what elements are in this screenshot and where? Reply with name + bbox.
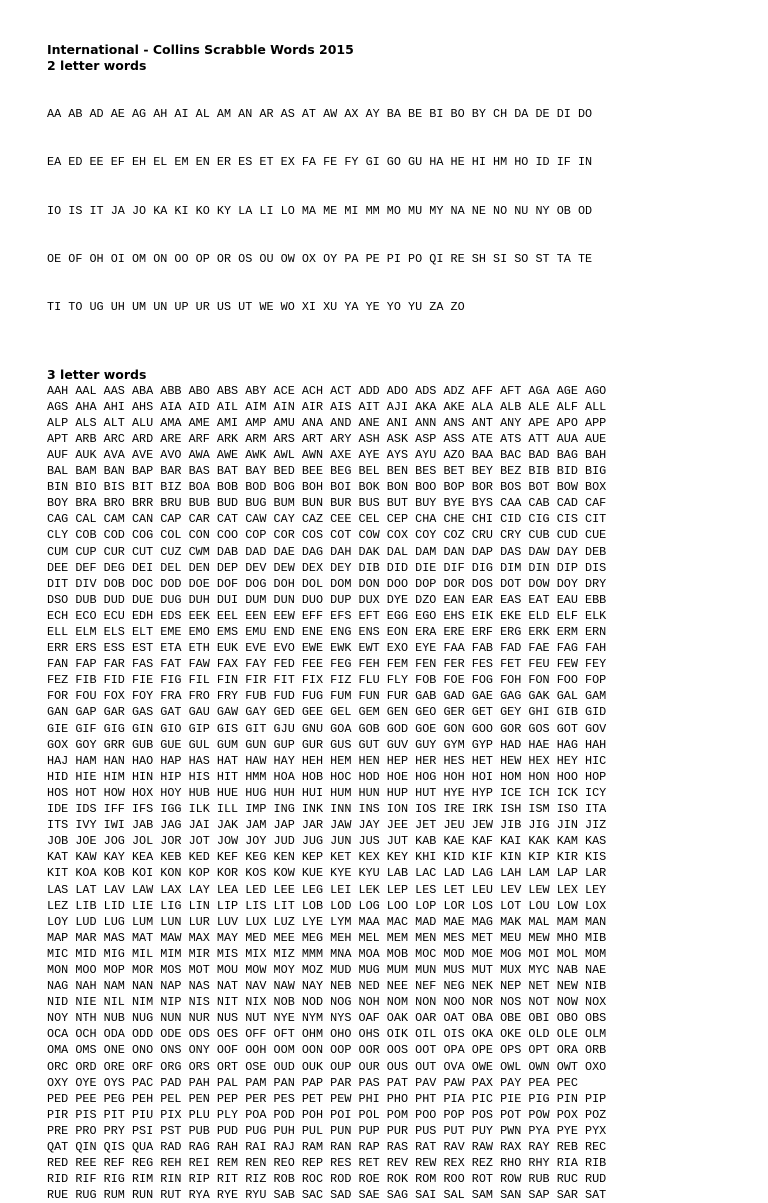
word-line: DSO DUB DUD DUE DUG DUH DUI DUM DUN DUO DUP DUX DYE DZO EAN EAR EAS EAT EAU EBB bbox=[47, 592, 607, 607]
word-line: OE OF OH OI OM ON OO OP OR OS OU OW OX OY PA PE PI PO QI RE SH SI SO ST TA TE bbox=[47, 252, 593, 267]
word-line: TI TO UG UH UM UN UP UR US UT WE WO XI XU YA YE YO YU ZA ZO bbox=[47, 300, 465, 315]
word-line: ELL ELM ELS ELT EME EMO EMS EMU END ENE ENG ENS EON ERA ERE ERF ERG ERK ERM ERN bbox=[47, 625, 607, 639]
word-list-three-letter bbox=[47, 383, 747, 1203]
word-line: LAS LAT LAV LAW LAX LAY LEA LED LEE LEG LEI LEK LEP LES LET LEU LEV LEW LEX LEY bbox=[47, 882, 607, 897]
word-line: HAJ HAM HAN HAO HAP HAS HAT HAW HAY HEH HEM HEN HEP HER HES HET HEW HEX HEY HIC bbox=[47, 753, 607, 768]
word-line: JOB JOE JOG JOL JOR JOT JOW JOY JUD JUG JUN JUS JUT KAB KAE KAF KAI KAK KAM KAS bbox=[47, 834, 607, 849]
word-line: FEZ FIB FID FIE FIG FIL FIN FIR FIT FIX FIZ FLU FLY FOB FOE FOG FOH FON FOO FOP bbox=[47, 673, 607, 688]
section-heading: 3 letter words bbox=[47, 366, 147, 382]
word-line: RED REE REF REG REH REI REM REN REO REP RES RET REV REW REX REZ RHO RHY RIA RIB bbox=[47, 1156, 607, 1171]
word-line: LEZ LIB LID LIE LIG LIN LIP LIS LIT LOB LOD LOG LOO LOP LOR LOS LOT LOU LOW LOX bbox=[47, 898, 607, 913]
word-line: OCA OCH ODA ODD ODE ODS OES OFF OFT OHM OHO OHS OIK OIL OIS OKA OKE OLD OLE OLM bbox=[47, 1027, 607, 1042]
word-line: LOY LUD LUG LUM LUN LUR LUV LUX LUZ LYE LYM MAA MAC MAD MAE MAG MAK MAL MAM MAN bbox=[47, 914, 607, 929]
word-line: DIT DIV DOB DOC DOD DOE DOF DOG DOH DOL DOM DON DOO DOP DOR DOS DOT DOW DOY DRY bbox=[47, 576, 607, 591]
word-line: HID HIE HIM HIN HIP HIS HIT HMM HOA HOB HOC HOD HOE HOG HOH HOI HOM HON HOO HOP bbox=[47, 769, 607, 784]
word-line: OMA OMS ONE ONO ONS ONY OOF OOH OOM OON OOP OOR OOS OOT OPA OPE OPS OPT ORA ORB bbox=[47, 1043, 607, 1058]
word-line: IO IS IT JA JO KA KI KO KY LA LI LO MA ME MI MM MO MU MY NA NE NO NU NY OB OD bbox=[47, 203, 593, 218]
word-line: RID RIF RIG RIM RIN RIP RIT RIZ ROB ROC ROD ROE ROK ROM ROO ROT ROW RUB RUC RUD bbox=[47, 1172, 607, 1187]
word-line: NOY NTH NUB NUG NUN NUR NUS NUT NYE NYM NYS OAF OAK OAR OAT OBA OBE OBI OBO OBS bbox=[47, 1011, 607, 1026]
section-three-letter bbox=[47, 367, 747, 1203]
document-page bbox=[47, 42, 747, 1203]
word-line: OXY OYE OYS PAC PAD PAH PAL PAM PAN PAP PAR PAS PAT PAV PAW PAX PAY PEA PEC bbox=[47, 1075, 578, 1090]
section-two-letter bbox=[47, 58, 747, 348]
word-line: AA AB AD AE AG AH AI AL AM AN AR AS AT AW AX AY BA BE BI BO BY CH DA DE DI DO bbox=[47, 107, 593, 122]
word-line: PED PEE PEG PEH PEL PEN PEP PER PES PET PEW PHI PHO PHT PIA PIC PIE PIG PIN PIP bbox=[47, 1091, 607, 1106]
word-line: IDE IDS IFF IFS IGG ILK ILL IMP ING INK INN INS ION IOS IRE IRK ISH ISM ISO ITA bbox=[47, 802, 607, 817]
word-line: FAN FAP FAR FAS FAT FAW FAX FAY FED FEE FEG FEH FEM FEN FER FES FET FEU FEW FEY bbox=[47, 657, 607, 672]
word-line: CUM CUP CUR CUT CUZ CWM DAB DAD DAE DAG DAH DAK DAL DAM DAN DAP DAS DAW DAY DEB bbox=[47, 544, 607, 559]
document-title: International - Collins Scrabble Words 2015 bbox=[47, 42, 354, 57]
word-line: ERR ERS ESS EST ETA ETH EUK EVE EVO EWE EWK EWT EXO EYE FAA FAB FAD FAE FAG FAH bbox=[47, 641, 607, 656]
word-line: NAG NAH NAM NAN NAP NAS NAT NAV NAW NAY NEB NED NEE NEF NEG NEK NEP NET NEW NIB bbox=[47, 979, 607, 994]
word-line: NID NIE NIL NIM NIP NIS NIT NIX NOB NOD NOG NOH NOM NON NOO NOR NOS NOT NOW NOX bbox=[47, 995, 607, 1010]
word-line: CLY COB COD COG COL CON COO COP COR COS COT COW COX COY COZ CRU CRY CUB CUD CUE bbox=[47, 528, 607, 543]
word-line: BOY BRA BRO BRR BRU BUB BUD BUG BUM BUN BUR BUS BUT BUY BYE BYS CAA CAB CAD CAF bbox=[47, 496, 607, 511]
word-line: APT ARB ARC ARD ARE ARF ARK ARM ARS ART ARY ASH ASK ASP ASS ATE ATS ATT AUA AUE bbox=[47, 431, 607, 446]
word-line: BIN BIO BIS BIT BIZ BOA BOB BOD BOG BOH BOI BOK BON BOO BOP BOR BOS BOT BOW BOX bbox=[47, 480, 607, 495]
word-line: GAN GAP GAR GAS GAT GAU GAW GAY GED GEE GEL GEM GEN GEO GER GET GEY GHI GIB GID bbox=[47, 705, 607, 720]
word-line: GOX GOY GRR GUB GUE GUL GUM GUN GUP GUR GUS GUT GUV GUY GYM GYP HAD HAE HAG HAH bbox=[47, 737, 607, 752]
word-line: AGS AHA AHI AHS AIA AID AIL AIM AIN AIR AIS AIT AJI AKA AKE ALA ALB ALE ALF ALL bbox=[47, 399, 607, 414]
word-line: ITS IVY IWI JAB JAG JAI JAK JAM JAP JAR JAW JAY JEE JET JEU JEW JIB JIG JIN JIZ bbox=[47, 818, 607, 833]
word-line: EA ED EE EF EH EL EM EN ER ES ET EX FA FE FY GI GO GU HA HE HI HM HO ID IF IN bbox=[47, 155, 593, 170]
word-line: AAH AAL AAS ABA ABB ABO ABS ABY ACE ACH ACT ADD ADO ADS ADZ AFF AFT AGA AGE AGO bbox=[47, 383, 607, 398]
word-line: ECH ECO ECU EDH EDS EEK EEL EEN EEW EFF EFS EFT EGG EGO EHS EIK EKE ELD ELF ELK bbox=[47, 608, 607, 623]
word-list-two-letter bbox=[47, 74, 747, 348]
word-line: MAP MAR MAS MAT MAW MAX MAY MED MEE MEG MEH MEL MEM MEN MES MET MEU MEW MHO MIB bbox=[47, 930, 607, 945]
word-line: QAT QIN QIS QUA RAD RAG RAH RAI RAJ RAM RAN RAP RAS RAT RAV RAW RAX RAY REB REC bbox=[47, 1140, 607, 1154]
word-line: PIR PIS PIT PIU PIX PLU PLY POA POD POH POI POL POM POO POP POS POT POW POX POZ bbox=[47, 1107, 607, 1122]
word-line: ALP ALS ALT ALU AMA AME AMI AMP AMU ANA AND ANE ANI ANN ANS ANT ANY APE APO APP bbox=[47, 415, 607, 430]
word-line: AUF AUK AVA AVE AVO AWA AWE AWK AWL AWN AXE AYE AYS AYU AZO BAA BAC BAD BAG BAH bbox=[47, 447, 607, 462]
word-line: DEE DEF DEG DEI DEL DEN DEP DEV DEW DEX DEY DIB DID DIE DIF DIG DIM DIN DIP DIS bbox=[47, 560, 607, 575]
word-line: ORC ORD ORE ORF ORG ORS ORT OSE OUD OUK OUP OUR OUS OUT OVA OWE OWL OWN OWT OXO bbox=[47, 1059, 607, 1074]
word-line: MIC MID MIG MIL MIM MIR MIS MIX MIZ MMM MNA MOA MOB MOC MOD MOE MOG MOI MOL MOM bbox=[47, 946, 607, 961]
word-line: CAG CAL CAM CAN CAP CAR CAT CAW CAY CAZ CEE CEL CEP CHA CHE CHI CID CIG CIS CIT bbox=[47, 512, 607, 527]
word-line: RUE RUG RUM RUN RUT RYA RYE RYU SAB SAC SAD SAE SAG SAI SAL SAM SAN SAP SAR SAT bbox=[47, 1188, 607, 1203]
word-line: MON MOO MOP MOR MOS MOT MOU MOW MOY MOZ MUD MUG MUM MUN MUS MUT MUX MYC NAB NAE bbox=[47, 962, 607, 977]
word-line: KAT KAW KAY KEA KEB KED KEF KEG KEN KEP KET KEX KEY KHI KID KIF KIN KIP KIR KIS bbox=[47, 850, 607, 865]
word-line: HOS HOT HOW HOX HOY HUB HUE HUG HUH HUI HUM HUN HUP HUT HYE HYP ICE ICH ICK ICY bbox=[47, 785, 607, 800]
word-line: BAL BAM BAN BAP BAR BAS BAT BAY BED BEE BEG BEL BEN BES BET BEY BEZ BIB BID BIG bbox=[47, 464, 607, 479]
word-line: GIE GIF GIG GIN GIO GIP GIS GIT GJU GNU GOA GOB GOD GOE GON GOO GOR GOS GOT GOV bbox=[47, 721, 607, 736]
section-heading: 2 letter words bbox=[47, 58, 147, 73]
word-line: KIT KOA KOB KOI KON KOP KOR KOS KOW KUE KYE KYU LAB LAC LAD LAG LAH LAM LAP LAR bbox=[47, 866, 607, 881]
word-line: FOR FOU FOX FOY FRA FRO FRY FUB FUD FUG FUM FUN FUR GAB GAD GAE GAG GAK GAL GAM bbox=[47, 689, 607, 704]
word-line: PRE PRO PRY PSI PST PUB PUD PUG PUH PUL PUN PUP PUR PUS PUT PUY PWN PYA PYE PYX bbox=[47, 1123, 607, 1138]
